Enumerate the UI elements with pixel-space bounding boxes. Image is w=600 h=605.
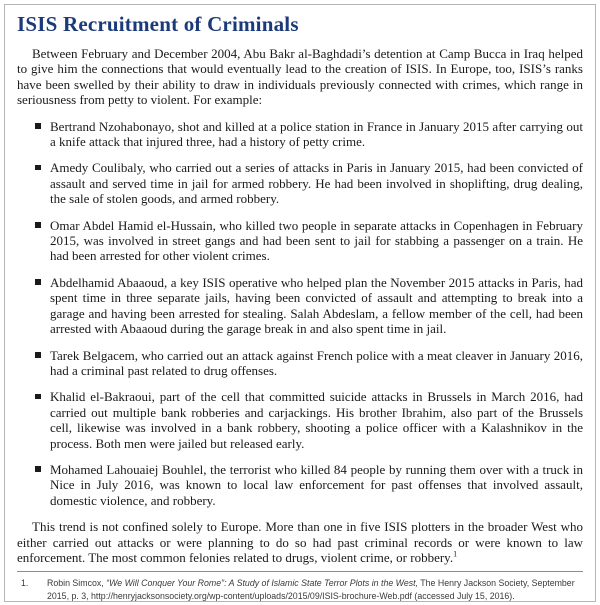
square-bullet-icon <box>35 466 41 472</box>
list-item <box>34 160 583 206</box>
square-bullet-icon <box>35 165 41 171</box>
square-bullet-icon <box>35 352 41 358</box>
bullet-text: Mohamed Lahouaiej Bouhlel, the terrorist who killed 84 people by running them over with a truck in Nice in July 2016, was known to local law enforcement for past offenses that involved assault, domestic violence, and robbery. <box>50 461 583 508</box>
square-bullet-icon <box>35 222 41 228</box>
intro-paragraph: Between February and December 2004, Abu Bakr al-Baghdadi’s detention at Camp Bucca in Iraq helped to give him the connections that would eventually lead to the creation of ISIS. In Europe, too, ISIS’s ranks have been swelled by their ability to draw in individuals previously connected with crimes, which range in seriousness from petty to violent. For example: <box>17 46 583 108</box>
bullet-list <box>17 119 583 509</box>
document-body <box>17 46 583 565</box>
footnote <box>17 577 583 602</box>
list-item <box>34 389 583 451</box>
page-title: ISIS Recruitment of Criminals <box>17 12 299 36</box>
list-item <box>34 462 583 508</box>
list-item <box>34 348 583 379</box>
bullet-text: Omar Abdel Hamid el-Hussain, who killed two people in separate attacks in Copenhagen in February 2015, was involved in street gangs and had been sent to jail for stabbing a passenger on a train. He had been arrested for other violent crimes. <box>50 217 583 264</box>
bullet-text: Khalid el-Bakraoui, part of the cell that committed suicide attacks in Brussels in March 2016, had carried out multiple bank robberies and carjackings. His brother Ibrahim, also part of the Brussels cell, likewise was involved in a bank robbery, shooting a police officer with a Kalashnikov in the process. Both men were jailed but released early. <box>50 389 583 451</box>
square-bullet-icon <box>35 279 41 285</box>
footnote-separator <box>17 571 583 572</box>
footnote-superscript: 1 <box>453 549 458 559</box>
bullet-text: Bertrand Nzohabonayo, shot and killed at a police station in France in January 2015 after carrying out a knife attack that injured three, had a history of petty crime. <box>50 118 583 150</box>
document-card <box>4 4 596 602</box>
square-bullet-icon <box>35 123 41 129</box>
list-item <box>34 275 583 337</box>
closing-paragraph <box>17 519 583 565</box>
list-item <box>34 218 583 264</box>
footnote-source-title: “We Will Conquer Your Rome”: A Study of Islamic State Terror Plots in the West, <box>106 578 418 589</box>
list-item <box>34 119 583 150</box>
bullet-text: Amedy Coulibaly, who carried out a series of attacks in Paris in January 2015, had been convicted of assault and served time in jail for armed robbery. He had been involved in shoplifting, drug dealing, the sale of stolen goods, and armed robbery. <box>50 160 583 207</box>
footnote-number: 1. <box>21 578 29 589</box>
footnote-text <box>47 577 583 602</box>
bullet-text: Tarek Belgacem, who carried out an attack against French police with a meat cleaver in January 2016, had a criminal past related to drug offenses. <box>50 347 583 378</box>
square-bullet-icon <box>35 394 41 400</box>
footnote-author: Robin Simcox, <box>47 578 107 589</box>
closing-text: This trend is not confined solely to Europe. More than one in five ISIS plotters in the broader West who either carried out attacks or were planning to do so had past criminal records or were known to law enforcement. The most common felonies related to drugs, violent crime, or robbery. <box>17 519 583 565</box>
footnote-citation-rest: The Henry Jackson Society, September 2015, p. 3, http://henryjacksonsociety.org/wp-content/uploads/2015/09/ISIS-brochure-Web.pdf (accessed July 15, 2016). <box>47 578 575 601</box>
bullet-text: Abdelhamid Abaaoud, a key ISIS operative who helped plan the November 2015 attacks in Paris, had spent time in three separate jails, having been convicted of assault and attempting to break into a garage and having been arrested for stealing. Salah Abdeslam, a fellow member of the cell, had been arrested with Abaaoud during the garage break in and also spent time in jail. <box>50 274 583 337</box>
